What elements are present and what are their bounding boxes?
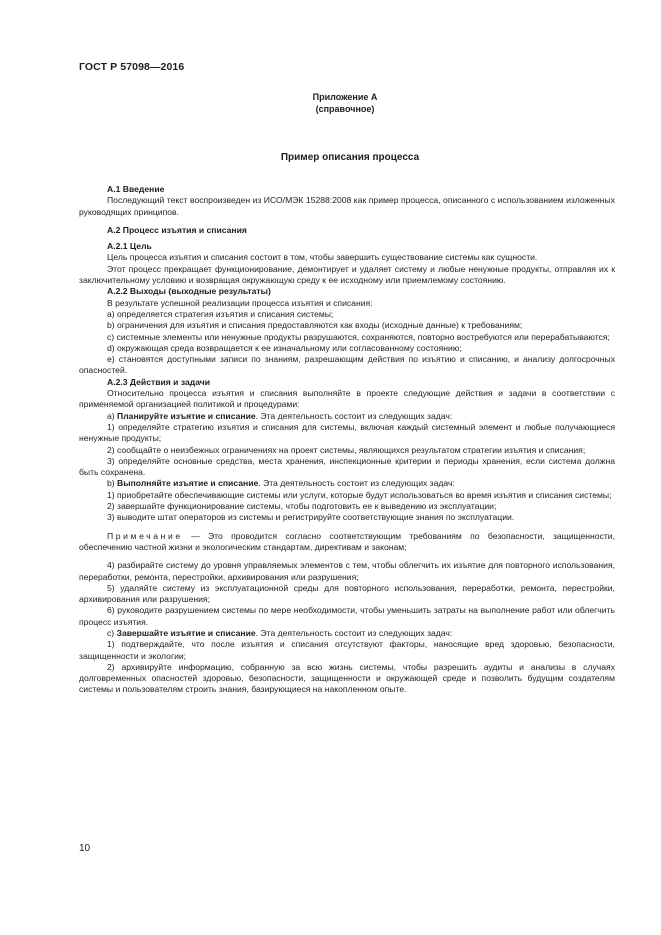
- paragraph-a21-1: Цель процесса изъятия и списания состоит в том, чтобы завершить существование системы как сущности.: [107, 252, 538, 263]
- section-heading-a21: А.2.1 Цель: [107, 241, 152, 252]
- task-c-2: 2) архивируйте информацию, собранную за всю жизнь системы, чтобы разрешить аудиты и анализы в случаях долговременных опасностей здоровью, безопасности, защищенности и окружающей среде и позволить будущим создателям системы и пользователям строить знания, базирующиеся на накопленном опыте.: [79, 661, 615, 695]
- activity-c-title: Завершайте изъятие и списание: [116, 627, 256, 638]
- standard-id: ГОСТ Р 57098—2016: [79, 61, 185, 73]
- page-number: 10: [79, 843, 91, 854]
- annex-header: [250, 91, 440, 115]
- list-item-a22-a: a) определяется стратегия изъятия и списания системы;: [107, 308, 334, 319]
- annex-subtitle: (справочное): [315, 104, 375, 114]
- activity-c: [79, 628, 615, 639]
- task-a-1: 1) определяйте стратегию изъятия и списания для системы, включая каждый системный элемент и любые получающиеся ненужные продукты;: [79, 421, 615, 444]
- activity-b-title: Выполняйте изъятие и списание: [117, 478, 259, 489]
- list-item-a22-b: b) ограничения для изъятия и списания предоставляются как входы (исходные данные) к требованиям;: [107, 320, 523, 331]
- list-item-a22-e: e) становятся доступными записи по знаниям, разрешающим действия по изъятию и списанию, и анализу долгосрочных опасностей.: [79, 354, 615, 376]
- task-b-3: 3) выводите штат операторов из системы и регистрируйте соответствующие знания по эксплуатации.: [107, 512, 515, 523]
- section-heading-a1: А.1 Введение: [107, 184, 165, 194]
- activity-c-rest: . Эта деятельность состоит из следующих задач:: [255, 627, 453, 638]
- document-body: [79, 184, 615, 696]
- section-heading-a22: А.2.2 Выходы (выходные результаты): [107, 286, 271, 297]
- activity-b: [79, 478, 615, 489]
- section-heading-a23: А.2.3 Действия и задачи: [107, 376, 211, 387]
- section-heading-a2: А.2 Процесс изъятия и списания: [107, 224, 247, 235]
- task-b-2: 2) завершайте функционирование системы, чтобы подготовить ее к выведению из эксплуатации;: [107, 501, 497, 512]
- annex-title: Приложение А: [312, 92, 378, 102]
- list-item-a22-c: c) системные элементы или ненужные продукты разрушаются, сохраняются, повторно востребуются или перерабатываются;: [107, 331, 610, 342]
- task-c-1: 1) подтверждайте, что после изъятия и списания отсутствуют факторы, наносящие вред здоровью, безопасности, защищенности и экологии;: [79, 639, 615, 661]
- document-title: Пример описания процесса: [280, 152, 420, 163]
- task-b-4: 4) разбирайте систему до уровня управляемых элементов с тем, чтобы облегчить их изъятие для повторного использования, переработки, ремонта, перестройки, архивирования или разрушения;: [79, 560, 615, 582]
- activity-a-rest: . Эта деятельность состоит из следующих задач:: [255, 410, 453, 421]
- activity-a-label: a): [107, 410, 115, 421]
- task-a-3: 3) определяйте основные средства, места хранения, инспекционные критерии и периоды хранения, если система должна быть сохранена.: [79, 455, 615, 478]
- activity-b-rest: . Эта деятельность состоит из следующих задач:: [258, 478, 455, 489]
- task-b-6: 6) руководите разрушением системы по мере необходимости, чтобы уменьшить затраты на выполнение работ или облегчить процесс изъятия.: [79, 605, 615, 627]
- paragraph-a23-intro: Относительно процесса изъятия и списания выполняйте в проекте следующие действия и задачи в соответствии с применяемой организацией политикой и процедурами:: [79, 388, 615, 410]
- note: [79, 531, 615, 554]
- paragraph-a22-intro: В результате успешной реализации процесса изъятия и списания:: [107, 297, 373, 308]
- activity-c-label: c): [107, 627, 115, 638]
- list-item-a22-d: d) окружающая среда возвращается к ее изначальному или согласованному состоянию;: [107, 342, 462, 353]
- paragraph-a21-2: Этот процесс прекращает функционирование, демонтирует и удаляет систему и любые ненужные продукты, отправляя их к заключительному условию и возвращая окружающую среду к ее исходному или приемлемому состоянию.: [79, 263, 615, 286]
- task-a-2: 2) сообщайте о неизбежных ограничениях на проект системы, являющихся результатом стратегии изъятия и списания;: [107, 444, 586, 455]
- paragraph-a1: Последующий текст воспроизведен из ИСО/МЭК 15288:2008 как пример процесса, описанного с использованием изложенных руководящих принципов.: [79, 195, 615, 217]
- note-label: Примечание: [107, 530, 183, 541]
- activity-a-title: Планируйте изъятие и списание: [117, 410, 256, 421]
- task-b-5: 5) удаляйте систему из эксплуатационной среды для повторного использования, переработки, ремонта, перестройки, архивирования или разрушения;: [79, 582, 615, 605]
- note-text: — Это проводится согласно соответствующим требованиям по безопасности, защищенности, обеспечению частной жизни и экологическим стандартам, директивам и законам;: [79, 530, 615, 552]
- activity-b-label: b): [107, 478, 115, 489]
- activity-a: [79, 411, 615, 422]
- task-b-1: 1) приобретайте обеспечивающие системы или услуги, которые будут использоваться во время изъятия и списания системы;: [107, 489, 612, 500]
